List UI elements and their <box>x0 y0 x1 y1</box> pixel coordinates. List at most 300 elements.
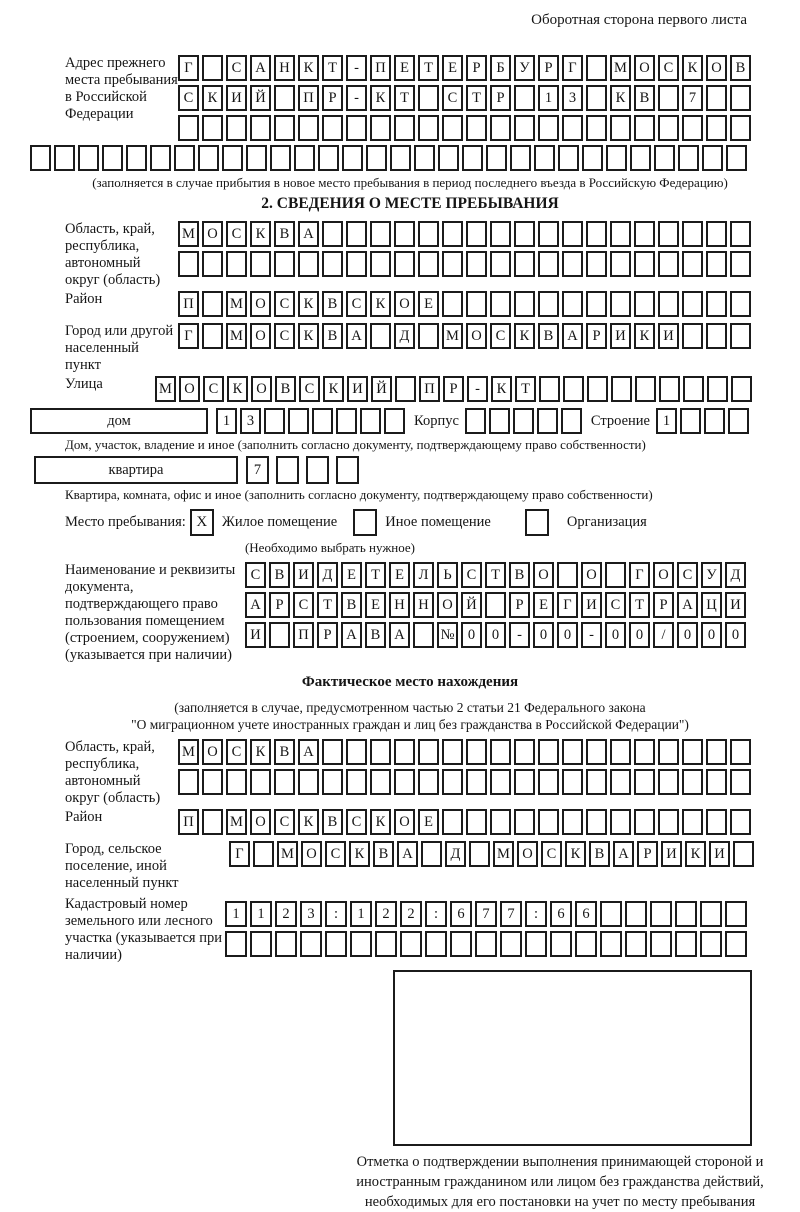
form-cell: В <box>538 323 559 349</box>
form-cell: И <box>245 622 266 648</box>
form-cell <box>174 145 195 171</box>
form-cell: К <box>323 376 344 402</box>
form-cell: - <box>467 376 488 402</box>
form-cell: А <box>346 323 367 349</box>
stay-option-label-organization: Организация <box>566 514 647 530</box>
form-cell <box>418 221 439 247</box>
form-cell: К <box>298 809 319 835</box>
form-cell: К <box>370 291 391 317</box>
form-cell: А <box>613 841 634 867</box>
form-cell: Е <box>389 562 410 588</box>
region-row-2 <box>178 251 754 277</box>
form-cell <box>269 622 290 648</box>
form-cell <box>400 931 422 957</box>
form-cell <box>394 115 415 141</box>
actual-region-block <box>65 739 755 807</box>
form-cell: К <box>349 841 370 867</box>
form-cell <box>202 55 223 81</box>
form-cell: Т <box>485 562 506 588</box>
form-cell: 0 <box>725 622 746 648</box>
form-cell <box>486 145 507 171</box>
form-cell: М <box>610 55 631 81</box>
form-cell <box>514 809 535 835</box>
form-cell <box>586 739 607 765</box>
form-cell: - <box>509 622 530 648</box>
form-cell <box>726 145 747 171</box>
form-cell <box>30 145 51 171</box>
form-cell <box>650 931 672 957</box>
form-cell: В <box>275 376 296 402</box>
stay-option-label-residential: Жилое помещение <box>221 514 338 530</box>
cadastre-row-2 <box>225 931 750 957</box>
form-cell: Е <box>418 291 439 317</box>
form-cell: Е <box>341 562 362 588</box>
form-cell: С <box>346 809 367 835</box>
form-cell: М <box>277 841 298 867</box>
form-cell: Т <box>466 85 487 111</box>
form-cell: С <box>226 739 247 765</box>
form-cell: И <box>347 376 368 402</box>
form-cell <box>730 809 751 835</box>
form-cell: С <box>178 85 199 111</box>
house-note: Дом, участок, владение и иное (заполнить согласно документу, подтверждающему право собственности) <box>65 437 646 452</box>
form-cell <box>54 145 75 171</box>
form-cell <box>563 376 584 402</box>
form-cell: 1 <box>216 408 237 434</box>
form-cell: 3 <box>300 901 322 927</box>
form-cell <box>562 739 583 765</box>
form-cell <box>298 251 319 277</box>
form-cell <box>150 145 171 171</box>
stay-option-checkbox-residential: X <box>190 509 214 536</box>
form-cell <box>325 931 347 957</box>
form-cell <box>658 221 679 247</box>
form-cell: Б <box>490 55 511 81</box>
form-cell <box>466 115 487 141</box>
form-cell: 7 <box>682 85 703 111</box>
form-cell <box>586 809 607 835</box>
form-cell: И <box>226 85 247 111</box>
form-cell: П <box>293 622 314 648</box>
form-cell <box>322 115 343 141</box>
form-cell <box>466 221 487 247</box>
form-cell <box>202 809 223 835</box>
cadastre-label: Кадастровый номер земельного или лесного участка (указывается при наличии) <box>65 896 222 963</box>
form-cell <box>562 809 583 835</box>
form-cell: А <box>250 55 271 81</box>
form-cell <box>346 251 367 277</box>
form-cell <box>586 221 607 247</box>
form-cell <box>634 115 655 141</box>
form-cell <box>275 931 297 957</box>
form-cell <box>226 115 247 141</box>
form-cell: К <box>370 85 391 111</box>
form-cell <box>418 85 439 111</box>
form-cell: 0 <box>629 622 650 648</box>
form-cell: С <box>226 55 247 81</box>
form-cell: - <box>346 55 367 81</box>
form-cell <box>370 251 391 277</box>
form-cell <box>610 739 631 765</box>
form-cell: О <box>202 739 223 765</box>
stay-place-label: Место пребывания: <box>65 514 186 530</box>
form-cell <box>274 769 295 795</box>
form-cell <box>675 901 697 927</box>
form-cell: 0 <box>701 622 722 648</box>
form-cell: Н <box>274 55 295 81</box>
form-cell <box>610 291 631 317</box>
form-cell <box>678 145 699 171</box>
form-cell: Г <box>562 55 583 81</box>
form-cell <box>178 769 199 795</box>
form-cell <box>538 769 559 795</box>
form-cell: Р <box>509 592 530 618</box>
form-cell <box>78 145 99 171</box>
form-cell: Е <box>394 55 415 81</box>
prev-address-row-3 <box>178 115 754 141</box>
form-cell: Г <box>229 841 250 867</box>
form-cell: К <box>370 809 391 835</box>
city-row <box>178 323 754 370</box>
form-cell <box>682 251 703 277</box>
form-cell: В <box>322 291 343 317</box>
form-cell <box>294 145 315 171</box>
form-cell: В <box>322 323 343 349</box>
form-cell <box>298 769 319 795</box>
form-cell <box>683 376 704 402</box>
form-cell <box>725 901 747 927</box>
form-cell: 7 <box>475 901 497 927</box>
form-cell <box>394 739 415 765</box>
apartment-cells <box>246 456 366 484</box>
form-cell <box>658 769 679 795</box>
form-cell: № <box>437 622 458 648</box>
form-cell <box>370 221 391 247</box>
form-cell: В <box>634 85 655 111</box>
form-cell: С <box>245 562 266 588</box>
form-cell: С <box>325 841 346 867</box>
form-cell: Д <box>394 323 415 349</box>
form-cell <box>537 408 558 434</box>
form-cell <box>469 841 490 867</box>
form-cell: 1 <box>350 901 372 927</box>
form-cell <box>700 901 722 927</box>
form-cell: Т <box>365 562 386 588</box>
form-cell <box>414 145 435 171</box>
form-cell <box>514 115 535 141</box>
apartment-box: квартира <box>34 456 238 484</box>
form-cell: 0 <box>677 622 698 648</box>
form-cell <box>534 145 555 171</box>
form-cell: : <box>325 901 347 927</box>
doc-row-1 <box>245 562 749 588</box>
form-cell: Е <box>418 809 439 835</box>
form-cell <box>264 408 285 434</box>
choose-note: (Необходимо выбрать нужное) <box>244 540 416 555</box>
street-label: Улица <box>65 376 103 392</box>
actual-district-label: Район <box>65 809 103 825</box>
form-cell <box>510 145 531 171</box>
form-cell <box>706 221 727 247</box>
page-title: Оборотная сторона первого листа <box>531 12 747 28</box>
form-cell <box>500 931 522 957</box>
form-cell: К <box>565 841 586 867</box>
form-cell <box>725 931 747 957</box>
form-cell: И <box>725 592 746 618</box>
form-cell <box>706 739 727 765</box>
form-cell <box>514 739 535 765</box>
city-block <box>65 323 755 374</box>
form-cell <box>707 376 728 402</box>
form-cell <box>288 408 309 434</box>
form-cell <box>298 115 319 141</box>
form-cell <box>442 291 463 317</box>
house-cells <box>216 408 408 434</box>
form-cell: 1 <box>656 408 677 434</box>
form-cell <box>276 456 299 484</box>
form-cell <box>654 145 675 171</box>
form-cell <box>658 739 679 765</box>
form-cell <box>586 251 607 277</box>
form-cell: Й <box>250 85 271 111</box>
form-cell: Е <box>533 592 554 618</box>
form-cell: 2 <box>275 901 297 927</box>
form-cell <box>370 739 391 765</box>
form-cell <box>610 769 631 795</box>
form-cell <box>490 809 511 835</box>
form-cell: Е <box>442 55 463 81</box>
form-cell: В <box>589 841 610 867</box>
form-cell <box>538 115 559 141</box>
form-cell: С <box>274 323 295 349</box>
form-cell <box>418 739 439 765</box>
form-cell <box>634 769 655 795</box>
actual-city-block <box>65 841 755 892</box>
form-cell <box>370 323 391 349</box>
form-cell: А <box>298 221 319 247</box>
form-cell: О <box>517 841 538 867</box>
stroenie-label: Строение <box>590 412 650 429</box>
doc-row-3 <box>245 622 749 648</box>
form-cell: Р <box>443 376 464 402</box>
form-cell <box>658 115 679 141</box>
form-cell: О <box>634 55 655 81</box>
form-cell: Р <box>653 592 674 618</box>
form-cell: О <box>179 376 200 402</box>
form-cell <box>658 809 679 835</box>
form-cell: Р <box>269 592 290 618</box>
actual-region-row-1 <box>178 739 754 765</box>
form-cell <box>438 145 459 171</box>
form-cell: А <box>389 622 410 648</box>
form-cell <box>586 55 607 81</box>
form-cell <box>250 251 271 277</box>
form-cell <box>253 841 274 867</box>
form-cell <box>586 769 607 795</box>
form-cell <box>421 841 442 867</box>
form-cell <box>489 408 510 434</box>
form-cell <box>730 323 751 349</box>
form-cell <box>336 456 359 484</box>
form-cell <box>586 115 607 141</box>
actual-district-row <box>178 809 754 835</box>
actual-location-note-line2: "О миграционном учете иностранных граждан и лиц без гражданства в Российской Федерации") <box>131 717 689 732</box>
form-cell <box>733 841 754 867</box>
form-cell <box>600 901 622 927</box>
doc-label: Наименование и реквизиты документа, подтверждающего право пользования помещением (строением, сооружением) (указывается при наличии) <box>65 562 236 663</box>
form-cell <box>274 85 295 111</box>
form-cell <box>490 251 511 277</box>
form-cell <box>611 376 632 402</box>
form-cell: И <box>293 562 314 588</box>
form-cell: О <box>394 809 415 835</box>
form-cell: А <box>397 841 418 867</box>
form-cell <box>485 592 506 618</box>
form-cell: С <box>203 376 224 402</box>
form-cell: 6 <box>575 901 597 927</box>
form-cell: В <box>269 562 290 588</box>
form-cell <box>375 931 397 957</box>
form-cell: М <box>226 291 247 317</box>
form-cell: Г <box>557 592 578 618</box>
actual-region-label: Область, край, республика, автономный округ (область) <box>65 739 161 806</box>
confirmation-area <box>65 970 764 1212</box>
form-cell <box>634 221 655 247</box>
form-cell: Г <box>178 323 199 349</box>
form-cell: 0 <box>557 622 578 648</box>
apartment-block <box>34 456 755 484</box>
form-cell: 1 <box>538 85 559 111</box>
form-cell: О <box>250 809 271 835</box>
form-cell <box>730 221 751 247</box>
form-cell <box>610 115 631 141</box>
form-cell <box>514 291 535 317</box>
form-cell <box>466 251 487 277</box>
form-cell: А <box>341 622 362 648</box>
form-cell: П <box>298 85 319 111</box>
form-cell <box>706 85 727 111</box>
form-cell <box>225 931 247 957</box>
form-cell: А <box>245 592 266 618</box>
form-cell <box>390 145 411 171</box>
prev-address-block <box>65 55 755 191</box>
form-cell <box>394 221 415 247</box>
form-cell <box>442 739 463 765</box>
stay-option-checkbox-organization <box>525 509 549 536</box>
form-cell <box>706 115 727 141</box>
confirmation-caption: Отметка о подтверждении выполнения принимающей стороной и иностранным гражданином или лицом без гражданства действий, необходимых для его постановки на учет по месту пребывания <box>356 1154 764 1210</box>
form-cell: У <box>514 55 535 81</box>
form-cell <box>680 408 701 434</box>
form-cell <box>587 376 608 402</box>
form-cell: Д <box>317 562 338 588</box>
form-cell: М <box>442 323 463 349</box>
form-cell <box>370 115 391 141</box>
actual-location-title: Фактическое место нахождения <box>301 674 519 690</box>
form-cell <box>682 115 703 141</box>
form-cell <box>442 221 463 247</box>
form-cell <box>490 221 511 247</box>
prev-address-label: Адрес прежнего места пребывания в Российской Федерации <box>65 55 178 122</box>
form-cell <box>322 739 343 765</box>
form-cell <box>442 115 463 141</box>
form-cell: С <box>442 85 463 111</box>
form-cell <box>558 145 579 171</box>
form-cell: В <box>341 592 362 618</box>
form-cell: К <box>514 323 535 349</box>
form-cell <box>490 115 511 141</box>
actual-city-label: Город, сельское поселение, иной населенный пункт <box>65 841 179 891</box>
form-cell: М <box>178 739 199 765</box>
form-cell <box>418 769 439 795</box>
street-block <box>65 376 755 406</box>
form-cell <box>126 145 147 171</box>
form-cell <box>586 85 607 111</box>
prev-address-row-1 <box>178 55 754 81</box>
form-cell <box>730 251 751 277</box>
form-cell: 2 <box>375 901 397 927</box>
form-cell <box>274 115 295 141</box>
form-cell <box>582 145 603 171</box>
form-cell <box>630 145 651 171</box>
form-cell: В <box>322 809 343 835</box>
city-label: Город или другой населенный пункт <box>65 323 174 373</box>
form-cell: К <box>202 85 223 111</box>
form-cell <box>300 931 322 957</box>
form-cell: 6 <box>550 901 572 927</box>
form-cell <box>658 291 679 317</box>
form-cell <box>178 251 199 277</box>
form-cell <box>322 221 343 247</box>
form-cell <box>682 291 703 317</box>
form-cell: Р <box>637 841 658 867</box>
form-cell <box>178 115 199 141</box>
form-cell <box>250 769 271 795</box>
region-row-1 <box>178 221 754 247</box>
form-cell: 0 <box>461 622 482 648</box>
form-cell <box>250 115 271 141</box>
form-cell: 3 <box>240 408 261 434</box>
form-cell: О <box>437 592 458 618</box>
form-cell <box>682 221 703 247</box>
form-cell <box>682 739 703 765</box>
form-cell <box>550 931 572 957</box>
form-cell <box>514 769 535 795</box>
form-cell: С <box>293 592 314 618</box>
form-cell: 0 <box>533 622 554 648</box>
form-cell: С <box>274 809 295 835</box>
prev-address-note: (заполняется в случае прибытия в новое место пребывания в период последнего въезда в Российскую Федерацию) <box>92 175 728 190</box>
form-cell <box>610 809 631 835</box>
form-cell: М <box>155 376 176 402</box>
form-cell <box>659 376 680 402</box>
form-cell <box>586 291 607 317</box>
form-cell: : <box>525 901 547 927</box>
form-cell: 7 <box>246 456 269 484</box>
form-cell <box>490 291 511 317</box>
form-cell <box>312 408 333 434</box>
form-cell: С <box>299 376 320 402</box>
form-cell: И <box>581 592 602 618</box>
form-cell <box>270 145 291 171</box>
form-cell <box>418 323 439 349</box>
form-cell: Р <box>466 55 487 81</box>
form-cell: Ц <box>701 592 722 618</box>
form-cell: 1 <box>225 901 247 927</box>
form-cell <box>625 901 647 927</box>
district-label: Район <box>65 291 103 307</box>
korpus-cells <box>465 408 585 434</box>
